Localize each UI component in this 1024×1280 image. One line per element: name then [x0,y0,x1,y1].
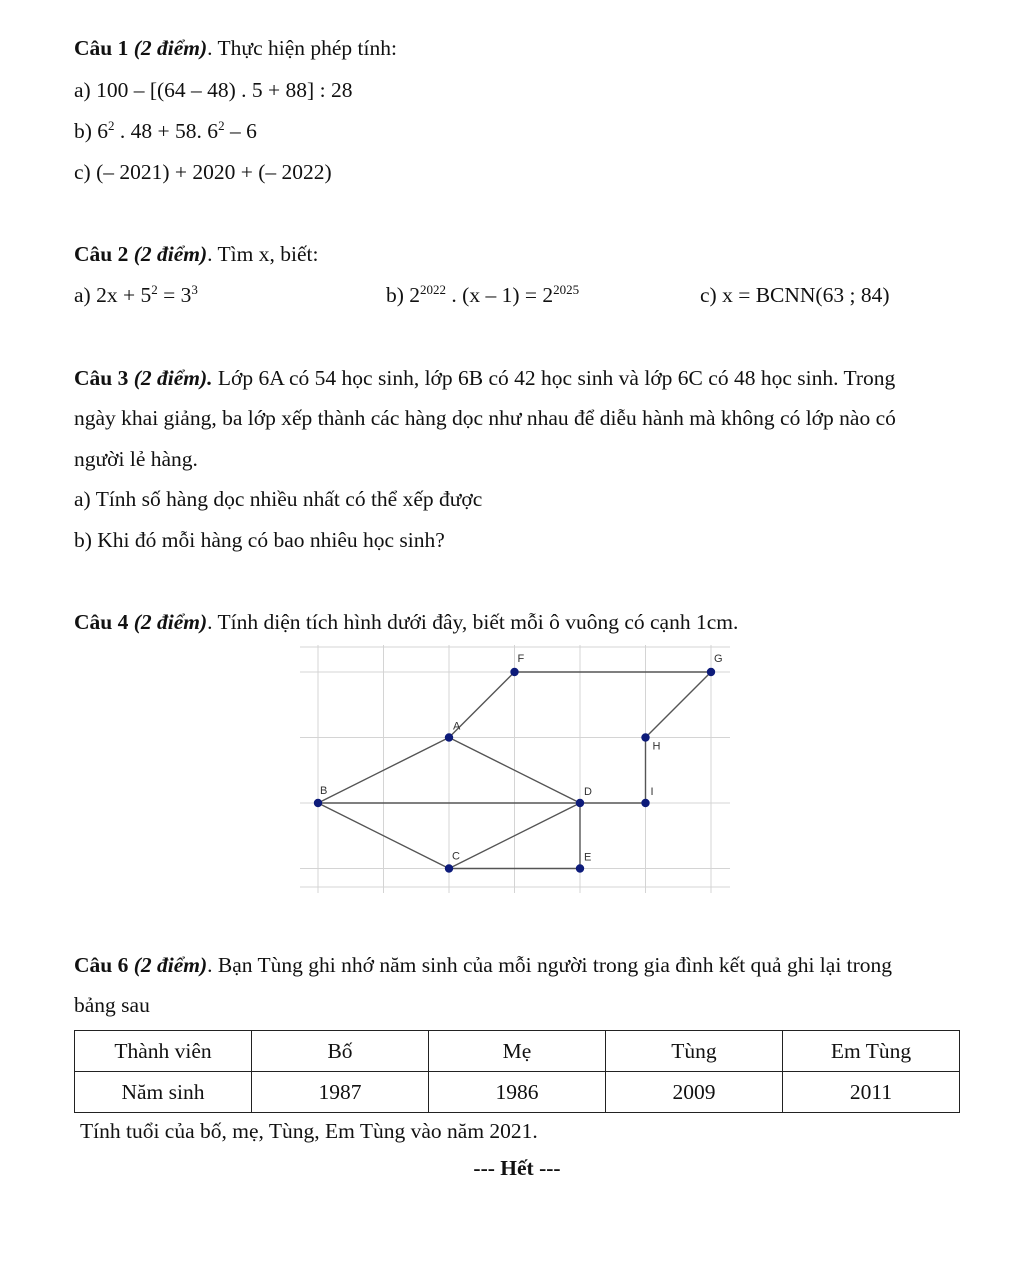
q3-part-b: b) Khi đó mỗi hàng có bao nhiêu học sinh? [74,528,445,552]
point-label-e: E [584,851,592,864]
q2-heading [74,240,318,268]
point-label-i: I [650,786,654,798]
point-label-a: A [453,720,461,733]
q6-line-2: bảng sau [74,993,150,1017]
point-a [445,733,453,741]
q3-line-3: người lẻ hàng. [74,447,198,471]
point-label-b: B [320,785,328,797]
q1-points: (2 điểm) [133,36,208,60]
point-label-g: G [714,653,723,665]
q1-instruction: . Thực hiện phép tính: [207,36,397,60]
q2-points: (2 điểm) [133,242,208,266]
q2-b-text: . (x – 1) = 2 [446,283,554,307]
q3-points: (2 điểm). [133,366,213,390]
q1-part-c: c) (– 2021) + 2020 + (– 2022) [74,160,332,184]
table-cell: 1987 [252,1072,429,1113]
q3-label: Câu 3 [74,366,129,390]
q3-line-2: ngày khai giảng, ba lớp xếp thành các hàng dọc như nhau để diễu hành mà không có lớp nào có [74,406,896,430]
q6-text: . Bạn Tùng ghi nhớ năm sinh của mỗi người trong gia đình kết quả ghi lại trong [207,953,893,977]
q3-line-1 [74,364,895,392]
end-marker: --- Hết --- [473,1156,561,1180]
table-cell: Năm sinh [75,1072,252,1113]
geometry-figure [300,645,730,897]
point-b [314,799,322,807]
q2-b-text: b) 2 [386,283,421,307]
q2-a-exponent: 3 [191,282,198,297]
table-header-cell: Tùng [606,1031,783,1072]
q1-label: Câu 1 [74,36,129,60]
q2-a-text: a) 2x + 5 [74,283,152,307]
point-i [641,799,649,807]
q4-label: Câu 4 [74,610,129,634]
q6-points: (2 điểm) [133,953,208,977]
q2-part-b [386,281,579,309]
point-label-c: C [452,850,460,863]
q1-part-b [74,117,257,145]
birth-year-table [74,1030,960,1113]
q6-line-1 [74,951,892,979]
q3-part-a: a) Tính số hàng dọc nhiều nhất có thể xếp được [74,487,483,511]
point-d [576,799,584,807]
table-header-cell: Thành viên [75,1031,252,1072]
q2-part-a [74,281,198,309]
q1-part-a: a) 100 – [(64 – 48) . 5 + 88] : 28 [74,78,353,102]
q2-a-text: = 3 [157,283,192,307]
point-c [445,864,453,872]
table-header-row [75,1031,960,1072]
q1-b-text: b) 6 [74,119,109,143]
table-cell: 2011 [783,1072,960,1113]
q1-b-exponent: 2 [108,118,115,133]
q6-task: Tính tuổi của bố, mẹ, Tùng, Em Tùng vào năm 2021. [80,1119,538,1143]
table-cell: 2009 [606,1072,783,1113]
q1-heading [74,34,397,62]
q4-points: (2 điểm) [133,610,208,634]
table-header-cell: Mẹ [429,1031,606,1072]
q2-b-exponent: 2022 [420,282,447,297]
q1-b-text: . 48 + 58. 6 [114,119,219,143]
q4-instruction: . Tính diện tích hình dưới đây, biết mỗi ô vuông có cạnh 1cm. [207,610,739,634]
q2-b-exponent: 2025 [553,282,580,297]
point-e [576,864,584,872]
q2-a-exponent: 2 [151,282,158,297]
table-header-cell: Em Tùng [783,1031,960,1072]
segment-gh [646,672,712,738]
q3-text: Lớp 6A có 54 học sinh, lớp 6B có 42 học sinh và lớp 6C có 48 học sinh. Trong [212,366,896,390]
q1-b-text: – 6 [224,119,257,143]
point-label-f: F [517,653,525,665]
table-cell: 1986 [429,1072,606,1113]
table-row [75,1072,960,1113]
q2-label: Câu 2 [74,242,129,266]
point-label-d: D [584,786,592,798]
q2-instruction: . Tìm x, biết: [207,242,319,266]
table-header-cell: Bố [252,1031,429,1072]
point-h [641,733,649,741]
q1-b-exponent: 2 [218,118,225,133]
point-g [707,668,715,676]
q2-part-c: c) x = BCNN(63 ; 84) [700,283,890,307]
q6-label: Câu 6 [74,953,129,977]
point-label-h: H [652,740,661,753]
point-f [510,668,518,676]
q4-heading [74,608,738,636]
